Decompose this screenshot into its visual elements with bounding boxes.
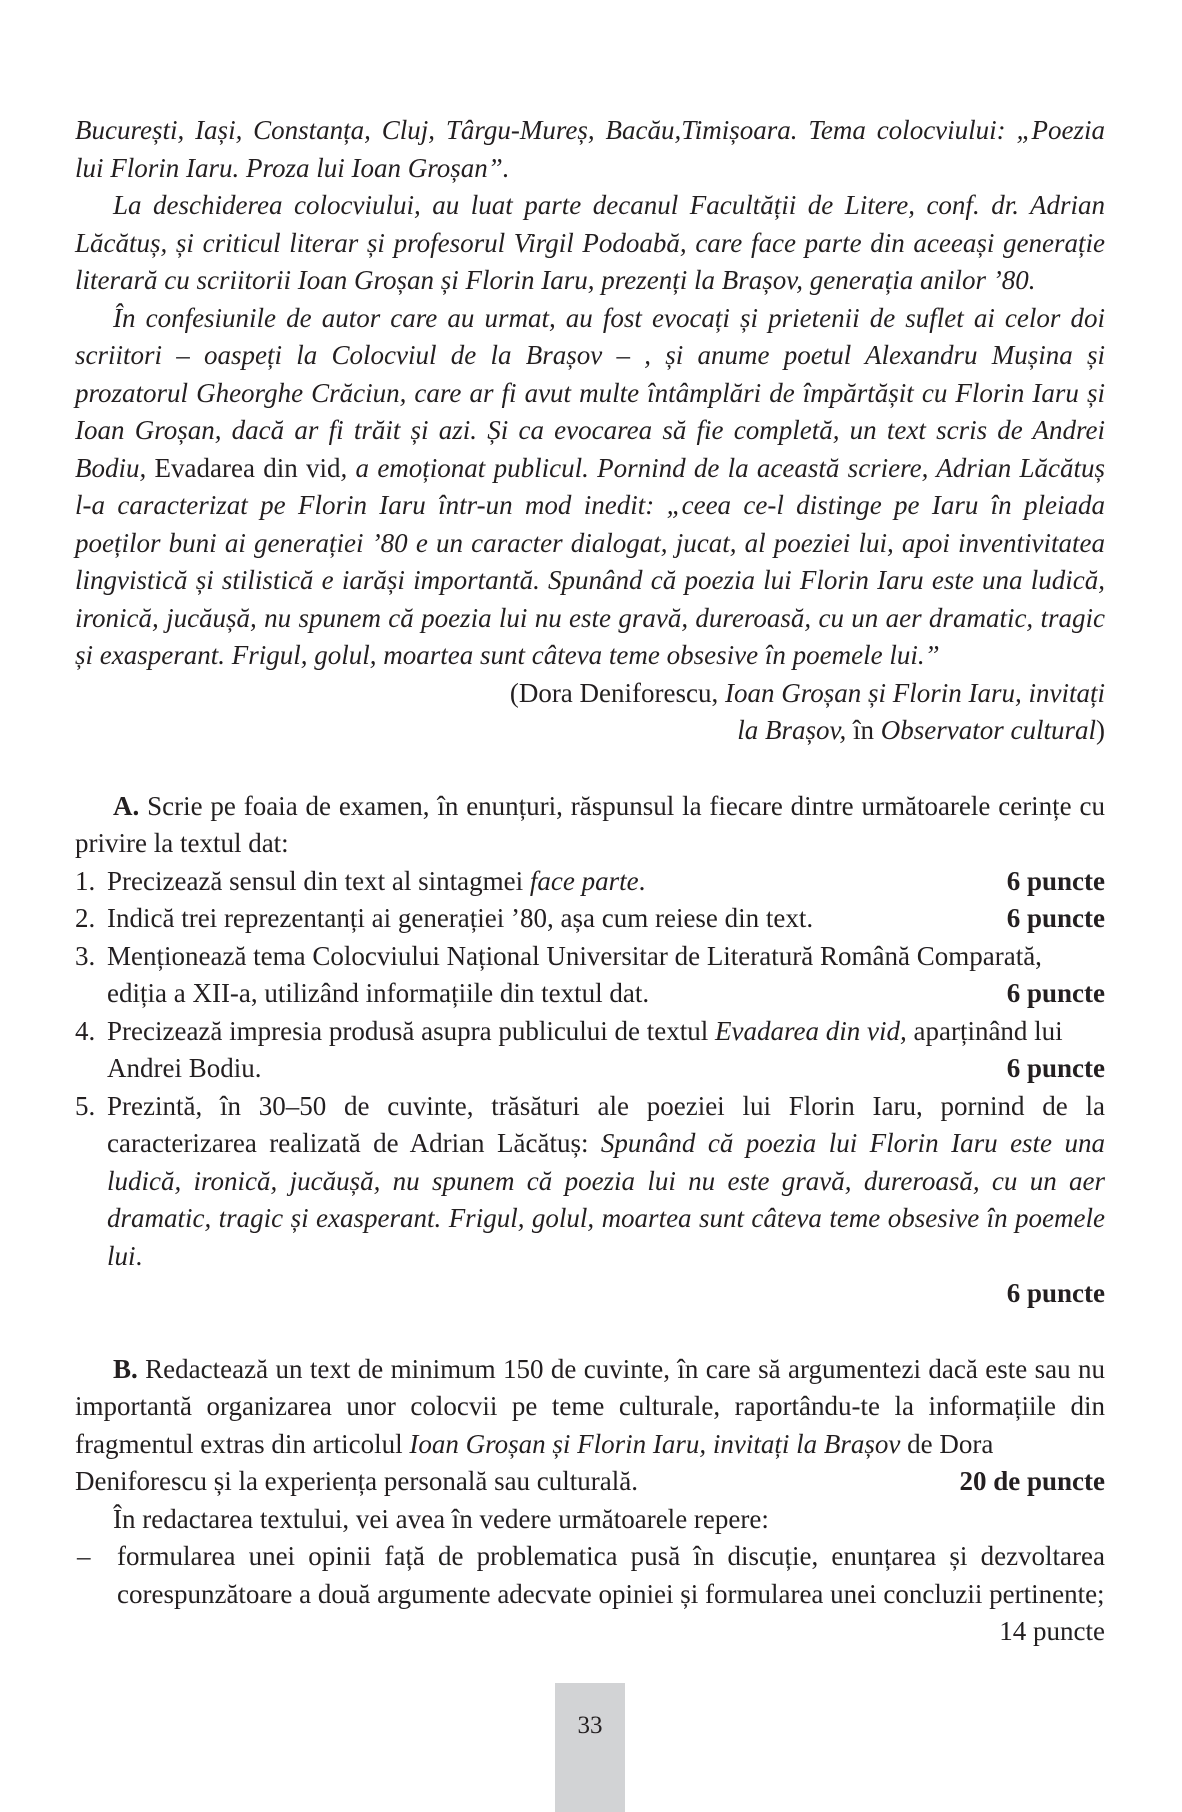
question-3: 3. Menționează tema Colocviului Național Universitar de Literatură Română Comparată, ediția a XII-a, utilizând informațiile din textul dat. 6 puncte: [75, 938, 1105, 1013]
passage-paragraph-3: În confesiunile de autor care au urmat, au fost evocați și prietenii de suflet ai celor doi scriitori – oaspeți la Colocviul de la Brașov – , și anume poetul Alexandru Mușina și prozatorul Gheorghe Crăciun, care ar fi avut multe întâmplări de împărtășit cu Florin Iaru și Ioan Groșan, dacă ar fi trăit și azi. Și ca evocarea să fie completă, un text scris de Andrei Bodiu, Evadarea din vid, a emoționat publicul. Pornind de la această scriere, Adrian Lăcătuș l-a caracterizat pe Florin Iaru într-un mod inedit: „ceea ce-l distinge pe Iaru în pleiada poeților buni ai generației ’80 e un caracter dialogat, jucat, al poeziei lui, apoi inventivitatea lingvistică și stilistică e iarăși importantă. Spunând că poezia lui Florin Iaru este una ludică, ironică, jucăușă, nu spunem că poezia lui nu este gravă, dureroasă, cu un aer dramatic, tragic și exasperant. Frigul, golul, moartea sunt câteva teme obsesive în poemele lui.”: [75, 302, 1105, 670]
points-label: 6 puncte: [1006, 903, 1105, 933]
section-b-last-line: Deniforescu și la experiența personală sau culturală. 20 de puncte: [75, 1463, 1105, 1501]
criterion-item: – formularea unei opinii față de problematica pusă în discuție, enunțarea și dezvoltarea corespunzătoare a două argumente adecvate opiniei și formularea unei concluzii pertinente; 14 puncte: [75, 1538, 1105, 1651]
citation: (Dora Deniforescu, Ioan Groșan și Florin Iaru, invitați la Brașov, în Observator cultural): [509, 677, 1105, 745]
criterion-points: 14 puncte: [999, 1616, 1105, 1646]
page-content: [75, 112, 1105, 1651]
page-number: 33: [577, 1712, 603, 1739]
passage-embedded-title: Evadarea din vid: [146, 452, 341, 483]
section-b-guide: În redactarea textului, vei avea în vedere următoarele repere:: [113, 1503, 769, 1534]
passage-paragraph-2: La deschiderea colocviului, au luat parte decanul Facultății de Litere, conf. dr. Adrian Lăcătuș, și criticul literar și profesorul Virgil Podoabă, care face parte din aceeași generație literară cu scriitorii Ioan Groșan și Florin Iaru, prezenți la Brașov, generația anilor ’80.: [75, 190, 1105, 295]
points-label: 6 puncte: [1006, 1053, 1105, 1083]
page-number-tab: [555, 1683, 625, 1812]
section-b-text: B. Redactează un text de minimum 150 de cuvinte, în care să argumentezi dacă este sau nu importantă organizarea unor colocvii pe teme culturale, raportându-te la informațiile din fragmentul extras din articolul Ioan Groșan și Florin Iaru, invitați la Brașov de Dora: [75, 1353, 1105, 1459]
passage-line-1: București, Iași, Constanța, Cluj, Târgu-Mureș, Bacău,Timișoara. Tema colocviului: „Poezia lui Florin Iaru. Proza lui Ioan Groșan”.: [75, 115, 1105, 183]
section-a-label: A.: [113, 790, 140, 821]
question-4: 4. Precizează impresia produsă asupra publicului de textul Evadarea din vid, aparținând lui Andrei Bodiu. 6 puncte: [75, 1013, 1105, 1088]
points-label: 6 puncte: [1006, 978, 1105, 1008]
question-1: 1. Precizează sensul din text al sintagmei face parte. 6 puncte: [75, 863, 1105, 901]
section-b: [75, 1351, 1105, 1651]
question-2: 2. Indică trei reprezentanți ai generației ’80, așa cum reiese din text. 6 puncte: [75, 900, 1105, 938]
section-a-intro: A. Scrie pe foaia de examen, în enunțuri, răspunsul la fiecare dintre următoarele cerințe cu privire la textul dat:: [75, 790, 1105, 858]
points-label: 6 puncte: [1006, 1278, 1105, 1308]
points-label: 20 de puncte: [959, 1466, 1105, 1496]
section-b-label: B.: [113, 1353, 138, 1384]
points-label: 6 puncte: [1006, 865, 1105, 896]
question-5: 5. Prezintă, în 30–50 de cuvinte, trăsături ale poeziei lui Florin Iaru, pornind de la caracterizarea realizată de Adrian Lăcătuș: Spunând că poezia lui Florin Iaru este una ludică, ironică, jucăușă, nu spunem că poezia lui nu este gravă, dureroasă, cu un aer dramatic, tragic și exasperant. Frigul, golul, moartea sunt câteva teme obsesive în poemele lui. 6 puncte: [75, 1088, 1105, 1313]
